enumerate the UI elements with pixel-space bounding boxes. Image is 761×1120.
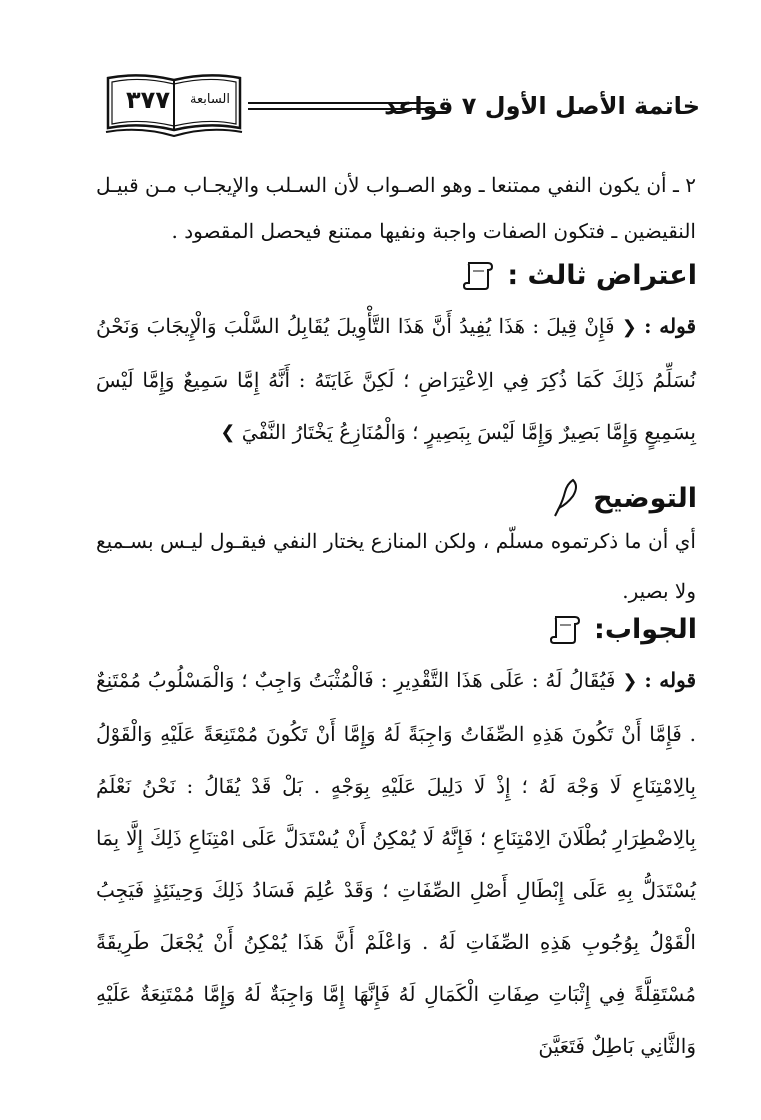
answer-quote (96, 654, 696, 1072)
intro-paragraph: ٢ ـ أن يكون النفي ممتنعا ـ وهو الصـواب لأن السـلب والإيجـاب مـن قبيـل النقيضين ـ فتكون الصفات واجبة ونفيها ممتنع فيحصل المقصود . (96, 173, 696, 243)
page-header (100, 70, 700, 150)
header-title: خاتمة الأصل الأول ٧ قواعد (384, 92, 700, 120)
quill-icon (551, 478, 581, 518)
say-label: قوله : (644, 314, 696, 338)
answer-quote-text: فَيُقَالُ لَهُ : عَلَى هَذَا التَّقْدِيرِ : فَالْمُثْبَتُ وَاجِبٌ ؛ وَالْمَسْلُوبُ مُمْتَنِعٌ . فَإِمَّا أَنْ تَكُونَ هَذِهِ الصِّفَاتُ وَاجِبَةً لَهُ وَإِمَّا أَنْ تَكُونَ مُمْتَنِعَةً عَلَيْهِ وَالْقَوْلُ بِالِامْتِنَاعِ لَا وَجْهَ لَهُ ؛ إِذْ لَا دَلِيلَ عَلَيْهِ بِوَجْهٍ . بَلْ قَدْ يُقَالُ : نَحْنُ نَعْلَمُ بِالِاضْطِرَارِ بُطْلَانَ الِامْتِنَاعِ ؛ فَإِنَّهُ لَا يُمْكِنُ أَنْ يُسْتَدَلَّ عَلَى امْتِنَاعِ ذَلِكَ إِلَّا بِمَا يُسْتَدَلُّ بِهِ عَلَى إِبْطَالِ أَصْلِ الصِّفَاتِ ؛ وَقَدْ عُلِمَ فَسَادُ ذَلِكَ وَحِينَئِذٍ فَيَجِبُ الْقَوْلُ بِوُجُوبِ هَذِهِ الصِّفَاتِ لَهُ . وَاعْلَمْ أَنَّ هَذَا يُمْكِنُ أَنْ يُجْعَلَ طَرِيقَةً مُسْتَقِلَّةً فِي إِثْبَاتِ صِفَاتِ الْكَمَالِ لَهُ فَإِنَّهَا إِمَّا وَاجِبَةٌ لَهُ وَإِمَّا مُمْتَنِعَةٌ عَلَيْهِ وَالثَّانِي بَاطِلٌ فَتَعَيَّنَ (96, 668, 696, 1058)
objection-heading-text: اعتراض ثالث : (507, 259, 697, 291)
ornament-bracket-open-icon: ❮ (621, 316, 637, 338)
chapter-label: السابعة (190, 92, 230, 107)
scroll-icon (461, 258, 495, 292)
ornament-bracket-open-icon: ❮ (622, 670, 638, 692)
clarification-heading (551, 478, 697, 518)
answer-heading (548, 612, 697, 646)
open-book-icon (104, 70, 244, 140)
objection-quote-text: فَإِنْ قِيلَ : هَذَا يُفِيدُ أَنَّ هَذَا التَّأْوِيلَ يُقَابِلُ السَّلْبَ وَالْإِيجَابَ وَنَحْنُ نُسَلِّمُ ذَلِكَ كَمَا ذُكِرَ فِي الِاعْتِرَاضِ ؛ لَكِنَّ غَايَتَهُ : أَنَّهُ إِمَّا سَمِيعٌ وَإِمَّا لَيْسَ بِسَمِيعٍ وَإِمَّا بَصِيرٌ وَإِمَّا لَيْسَ بِبَصِيرٍ ؛ وَالْمُنَازِعُ يَخْتَارُ النَّفْيَ (96, 314, 696, 444)
objection-heading (461, 258, 697, 292)
clarification-paragraph: أي أن ما ذكرتموه مسلّم ، ولكن المنازع يختار النفي فيقـول ليـس بسـميع ولا بصير. (96, 529, 696, 603)
answer-heading-text: الجواب: (594, 613, 697, 645)
scroll-icon (548, 612, 582, 646)
ornament-bracket-close-icon: ❯ (220, 422, 236, 443)
clarification-heading-text: التوضيح (593, 482, 697, 514)
page-number: ٣٧٧ (126, 86, 170, 114)
say-label: قوله : (644, 668, 697, 692)
objection-quote (96, 300, 696, 459)
